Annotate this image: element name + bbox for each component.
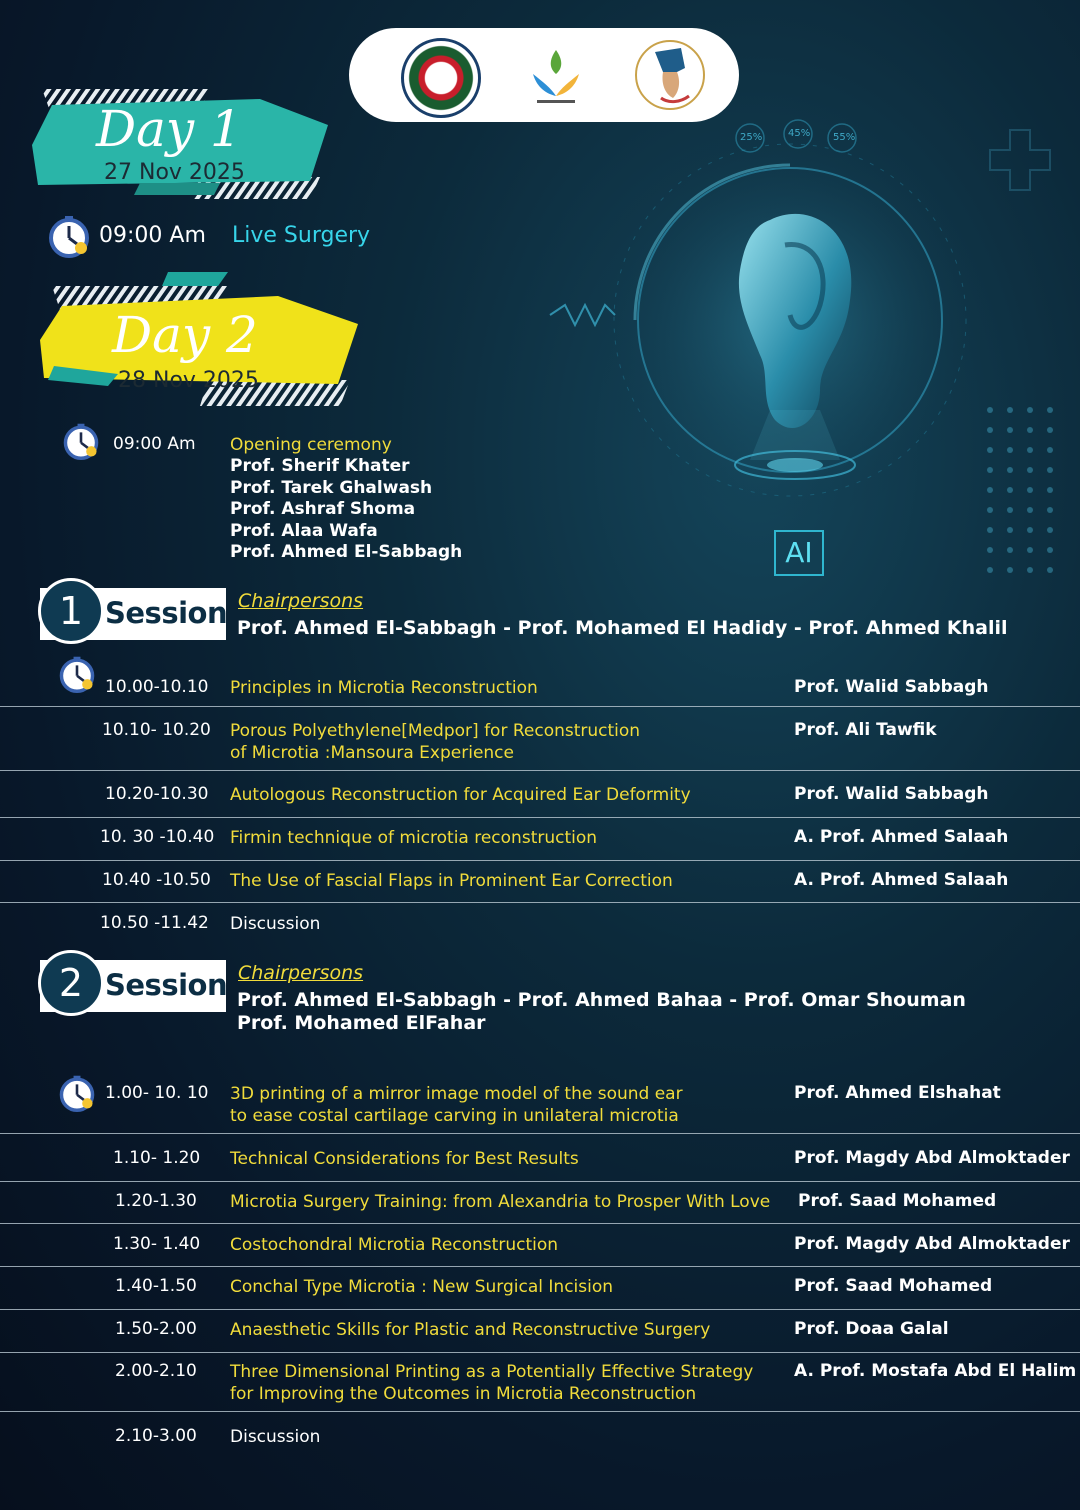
s2-row-title: Costochondral Microtia Reconstruction (230, 1235, 559, 1255)
s1-row-time: 10. 30 -10.40 (100, 827, 215, 847)
university-faculty-seal-icon (401, 38, 481, 118)
day1-title: Live Surgery (232, 223, 371, 248)
s1-row-speaker: A. Prof. Ahmed Salaah (794, 870, 1009, 890)
divider (0, 902, 1080, 903)
ai-label: AI (774, 530, 824, 576)
divider (0, 1352, 1080, 1353)
day2-date: 28 Nov 2025 (118, 368, 259, 393)
session1-number: 1 (38, 578, 104, 644)
s2-row-time: 1.20-1.30 (115, 1191, 197, 1211)
s2-row-title-line2: for Improving the Outcomes in Microtia Reconstruction (230, 1384, 697, 1404)
s1-row-time: 10.40 -10.50 (102, 870, 211, 890)
s1-row-title: Principles in Microtia Reconstruction (230, 678, 538, 698)
divider (0, 1181, 1080, 1182)
s1-row-title-line2: of Microtia :Mansoura Experience (230, 743, 514, 763)
s1-row-time: 10.10- 10.20 (102, 720, 211, 740)
clock-icon (58, 1074, 96, 1112)
opening-speaker: Prof. Alaa Wafa (230, 521, 378, 541)
s2-row-time: 2.10-3.00 (115, 1426, 197, 1446)
opening-speaker: Prof. Tarek Ghalwash (230, 478, 433, 498)
session1-chairs: Prof. Ahmed El-Sabbagh - Prof. Mohamed El Hadidy - Prof. Ahmed Khalil (237, 617, 1008, 639)
divider (0, 1133, 1080, 1134)
divider (0, 1266, 1080, 1267)
s2-row-time: 1.30- 1.40 (113, 1234, 201, 1254)
s2-row-title: 3D printing of a mirror image model of the sound ear (230, 1084, 683, 1104)
s2-row-time: 1.50-2.00 (115, 1319, 197, 1339)
divider (0, 1309, 1080, 1310)
s2-row-speaker: Prof. Saad Mohamed (798, 1191, 997, 1211)
session2-number: 2 (38, 950, 104, 1016)
s1-row-title: Porous Polyethylene[Medpor] for Reconstruction (230, 721, 641, 741)
divider (0, 1411, 1080, 1412)
s2-row-title: Discussion (230, 1427, 321, 1447)
session1-word: Session (105, 596, 228, 630)
s1-row-time: 10.00-10.10 (105, 677, 209, 697)
s2-row-time: 1.10- 1.20 (113, 1148, 201, 1168)
day1-label: Day 1 (96, 100, 242, 158)
hands-plant-center-logo-icon (519, 38, 593, 112)
session2-word: Session (105, 968, 228, 1002)
s2-row-speaker: Prof. Magdy Abd Almoktader (794, 1148, 1070, 1168)
opening-speaker: Prof. Ahmed El-Sabbagh (230, 542, 463, 562)
s1-row-title: Firmin technique of microtia reconstruction (230, 828, 598, 848)
gauge-55: 55% (833, 132, 856, 143)
opening-speaker: Prof. Sherif Khater (230, 456, 410, 476)
clock-icon (62, 422, 100, 460)
s2-row-title: Microtia Surgery Training: from Alexandria to Prosper With Love (230, 1192, 771, 1212)
s2-row-time: 1.40-1.50 (115, 1276, 197, 1296)
s2-row-speaker: Prof. Ahmed Elshahat (794, 1083, 1001, 1103)
session2-chairs: Prof. Ahmed El-Sabbagh - Prof. Ahmed Bahaa - Prof. Omar Shouman (237, 989, 966, 1011)
s2-row-speaker: Prof. Doaa Galal (794, 1319, 949, 1339)
opening-speaker: Prof. Ashraf Shoma (230, 499, 416, 519)
s2-row-title: Conchal Type Microtia : New Surgical Incision (230, 1277, 614, 1297)
s1-row-time: 10.50 -11.42 (100, 913, 209, 933)
s1-row-speaker: Prof. Ali Tawfik (794, 720, 937, 740)
clock-icon (47, 214, 91, 258)
s1-row-speaker: Prof. Walid Sabbagh (794, 784, 989, 804)
day1-date: 27 Nov 2025 (104, 160, 245, 185)
s2-row-title: Three Dimensional Printing as a Potentially Effective Strategy (230, 1362, 754, 1382)
session2-chairs-line2: Prof. Mohamed ElFahar (237, 1012, 486, 1034)
s1-row-time: 10.20-10.30 (105, 784, 209, 804)
s1-row-title: Discussion (230, 914, 321, 934)
s1-row-title: The Use of Fascial Flaps in Prominent Ear Correction (230, 871, 673, 891)
opening-time: 09:00 Am (113, 434, 196, 454)
session1-chair-label: Chairpersons (238, 590, 364, 612)
logos-bar (349, 28, 739, 122)
s2-row-speaker: Prof. Magdy Abd Almoktader (794, 1234, 1070, 1254)
clock-icon (58, 655, 96, 693)
gauge-25: 25% (740, 132, 763, 143)
s2-row-title: Anaesthetic Skills for Plastic and Reconstructive Surgery (230, 1320, 711, 1340)
divider (0, 770, 1080, 771)
opening-title: Opening ceremony (230, 435, 392, 455)
session2-chair-label: Chairpersons (238, 962, 364, 984)
s2-row-title: Technical Considerations for Best Results (230, 1149, 579, 1169)
s1-row-title: Autologous Reconstruction for Acquired Ear Deformity (230, 785, 691, 805)
divider (0, 706, 1080, 707)
s1-row-speaker: A. Prof. Ahmed Salaah (794, 827, 1009, 847)
divider (0, 860, 1080, 861)
s2-row-speaker: A. Prof. Mostafa Abd El Halim (794, 1361, 1077, 1381)
s1-row-speaker: Prof. Walid Sabbagh (794, 677, 989, 697)
day1-time: 09:00 Am (99, 223, 206, 248)
gauge-45: 45% (788, 128, 811, 139)
divider (0, 1223, 1080, 1224)
day2-label: Day 2 (112, 306, 258, 364)
divider (0, 817, 1080, 818)
s2-row-title-line2: to ease costal cartilage carving in unilateral microtia (230, 1106, 679, 1126)
esprs-nefertiti-logo-icon (633, 38, 707, 112)
s2-row-time: 2.00-2.10 (115, 1361, 197, 1381)
s2-row-time: 1.00- 10. 10 (105, 1083, 209, 1103)
s2-row-speaker: Prof. Saad Mohamed (794, 1276, 993, 1296)
